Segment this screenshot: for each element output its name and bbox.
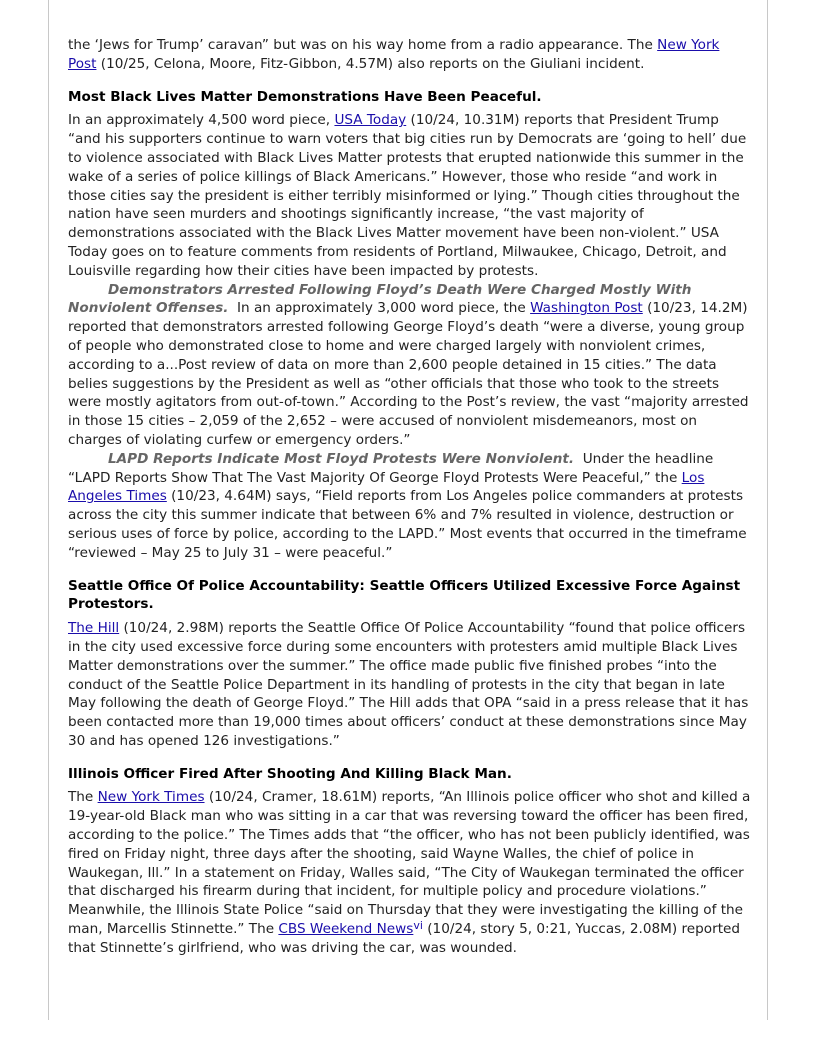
arrests-lead: Demonstrators Arrested Following Floyd’s Death Were Charged Mostly With Nonviolent Offenses. [68, 281, 692, 317]
endnote-ref[interactable]: vi [413, 919, 423, 933]
the-hill-paragraph: The Hill (10/24, 2.98M) reports the Seattle Office Of Police Accountability “found that police officers in the city used excessive force during some encounters with protesters amid multiple Black Lives Matter demonstrations over the summer.” The office made public five finished probes “into the conduct of the Seattle Police Department in its handling of protests in the city that began in late May following the death of George Floyd.” The Hill adds that OPA “said in a press release that it has been contacted more than 19,000 times about officers’ conduct at these demonstrations since May 30 and has opened 126 investigations.” [68, 620, 749, 749]
cbs-weekend-news-link[interactable]: CBS Weekend News [278, 921, 414, 938]
document-body [68, 36, 752, 958]
usa-today-link[interactable]: USA Today [334, 112, 407, 129]
usa-today-paragraph: In an approximately 4,500 word piece, USA Today (10/24, 10.31M) reports that President Trump “and his supporters continue to warn voters that big cities run by Democrats are ‘going to hell’ due to violence associated with Black Lives Matter protests that erupted nationwide this summer in the wake of a series of police killings of Black Americans.” However, those who reside “and work in those cities say the president is either terribly misinformed or lying.” Though cities throughout the nation have seen murders and shootings significantly increase, “the vast majority of demonstrations associated with the Black Lives Matter movement have been non-violent.” USA Today goes on to feature comments from residents of Portland, Milwaukee, Chicago, Detroit, and Louisville regarding how their cities have been impacted by protests. [68, 112, 747, 279]
washington-post-paragraph: Demonstrators Arrested Following Floyd’s Death Were Charged Mostly With Nonviolent Offenses. In an approximately 3,000 word piece, the Washington Post (10/23, 14.2M) reported that demonstrators arrested following George Floyd’s death “were a diverse, young group of people who demonstrated close to home and were charged largely with nonviolent crimes, according to a...Post review of data on more than 2,600 people detained in 15 cities.” The data belies suggestions by the President as well as “other officials that those who took to the streets were mostly agitators from out-of-town.” According to the Post’s review, the vast “majority arrested in those 15 cities – 2,059 of the 2,652 – were accused of nonviolent misdemeanors, most on charges of violating curfew or emergency orders.” [68, 281, 749, 448]
new-york-times-link[interactable]: New York Times [97, 789, 205, 806]
the-hill-link[interactable]: The Hill [68, 620, 120, 637]
lapd-lead: LAPD Reports Indicate Most Floyd Protests Were Nonviolent. [108, 450, 575, 467]
los-angeles-times-link[interactable]: Los Angeles Times [68, 469, 705, 505]
nyt-paragraph: The New York Times (10/24, Cramer, 18.61M) reports, “An Illinois police officer who shot and killed a 19-year-old Black man who was sitting in a car that was reversing toward the officer has been fired, according to the police.” The Times adds that “the officer, who has not been publicly identified, was fired on Friday night, three days after the shooting, said Wayne Walles, the chief of police in Waukegan, Ill.” In a statement on Friday, Walles said, “The City of Waukegan terminated the officer that discharged his firearm during that incident, for multiple policy and procedure violations.” Meanwhile, the Illinois State Police “said on Thursday that they were investigating the killing of the man, Marcellis Stinnette.” The CBS Weekend News$^{vi}$ (10/24, story 5, 0:21, Yuccas, 2.08M) reported that Stinnette’s girlfriend, who was driving the car, was wounded. [68, 789, 751, 956]
illinois-heading: Illinois Officer Fired After Shooting And Killing Black Man. [68, 765, 512, 782]
la-times-paragraph: LAPD Reports Indicate Most Floyd Protests Were Nonviolent. Under the headline “LAPD Reports Show That The Vast Majority Of George Floyd Protests Were Peaceful,” the Los Angeles Times (10/23, 4.64M) says, “Field reports from Los Angeles police commanders at protests across the city this summer indicate that between 6% and 7% resulted in violence, destruction or serious uses of force by police, according to the LAPD.” Most events that occurred in the timeframe “reviewed – May 25 to July 31 – were peaceful.” [68, 450, 747, 561]
intro-paragraph: the ‘Jews for Trump’ caravan” but was on his way home from a radio appearance. The New York Post (10/25, Celona, Moore, Fitz-Gibbon, 4.57M) also reports on the Giuliani incident. [68, 37, 720, 72]
seattle-heading: Seattle Office Of Police Accountability: Seattle Officers Utilized Excessive Force Against Protestors. [68, 577, 741, 613]
new-york-post-link[interactable]: New York Post [68, 37, 720, 72]
blm-heading: Most Black Lives Matter Demonstrations Have Been Peaceful. [68, 88, 542, 105]
washington-post-link[interactable]: Washington Post [530, 300, 643, 317]
